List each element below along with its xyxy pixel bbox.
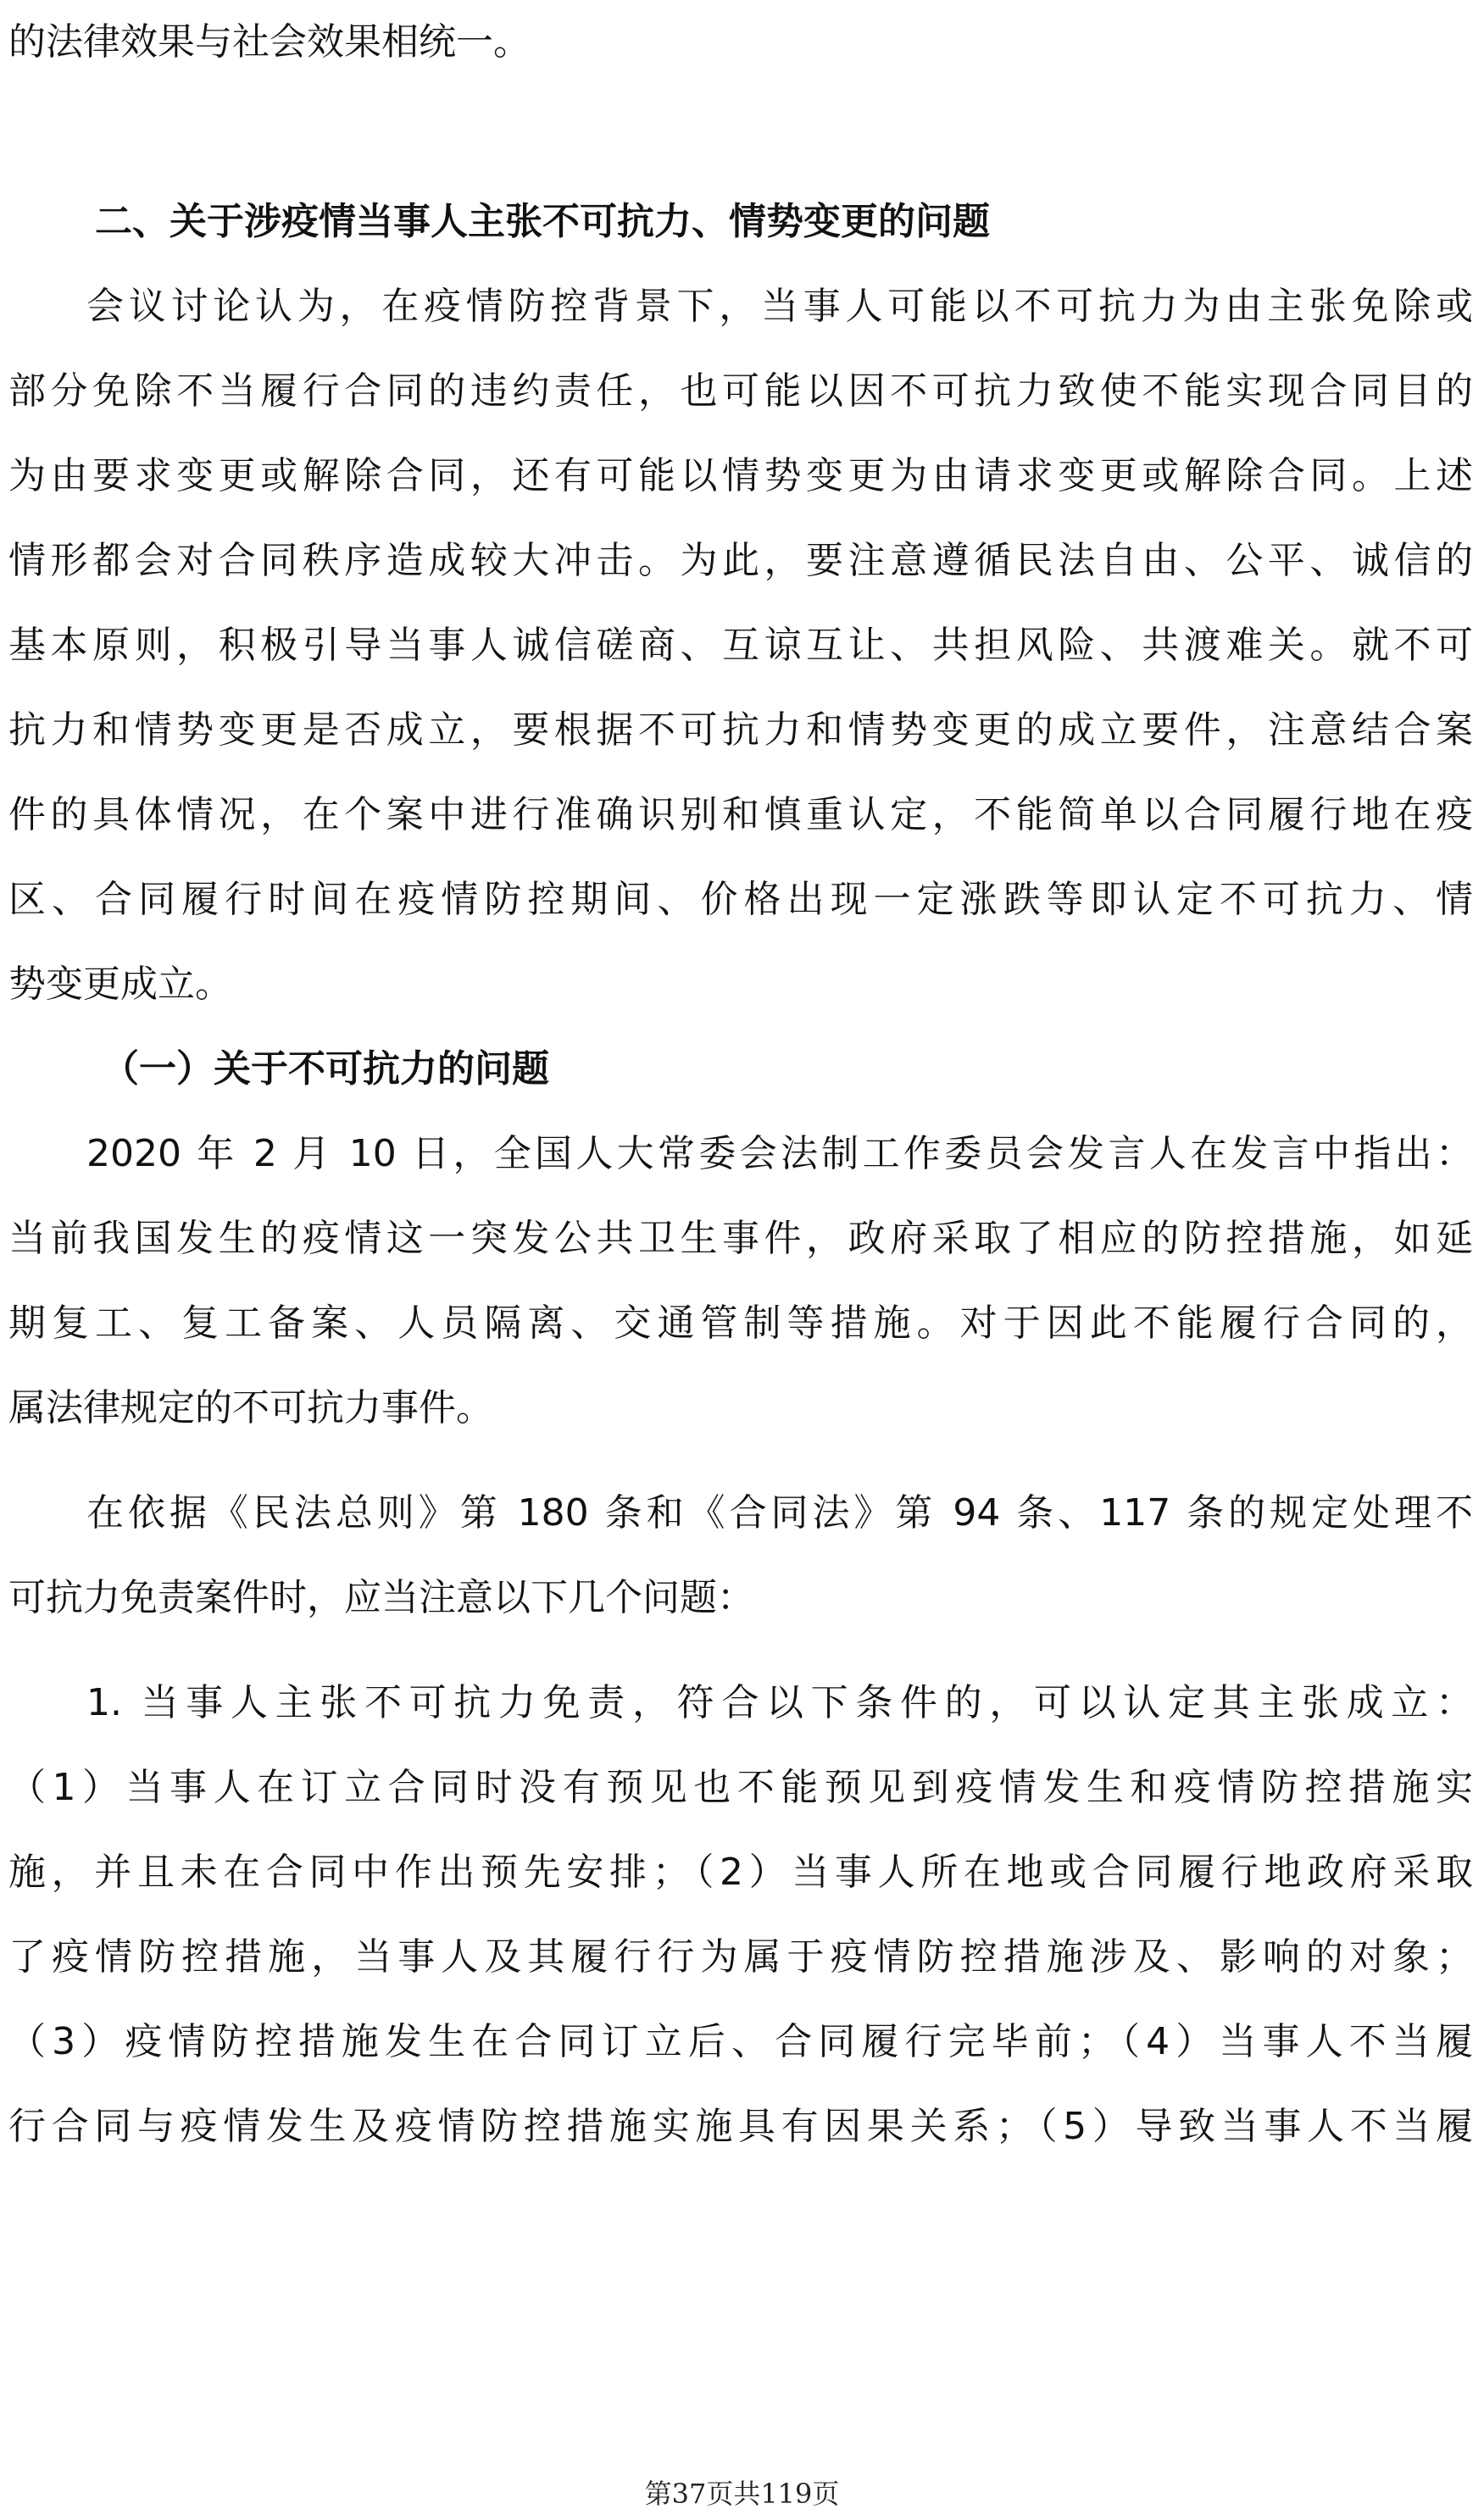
section-heading: 二、关于涉疫情当事人主张不可抗力、情势变更的问题	[95, 200, 990, 243]
text-line: 为由要求变更或解除合同，还有可能以情势变更为由请求变更或解除合同。上述	[8, 454, 1473, 497]
text-line: （1）当事人在订立合同时没有预见也不能预见到疫情发生和疫情防控措施实	[8, 1766, 1473, 1809]
text-line: 期复工、复工备案、人员隔离、交通管制等措施。对于因此不能履行合同的，	[8, 1302, 1473, 1345]
text-line: 施，并且未在合同中作出预先安排；（2）当事人所在地或合同履行地政府采取	[8, 1851, 1473, 1894]
text-line: 2020 年 2 月 10 日，全国人大常委会法制工作委员会发言人在发言中指出：	[86, 1132, 1473, 1175]
paragraph-gap	[8, 1451, 1473, 1471]
text-line: 件的具体情况，在个案中进行准确识别和慎重认定，不能简单以合同履行地在疫	[8, 793, 1473, 836]
text-line: 可抗力免责案件时，应当注意以下几个问题：	[8, 1576, 754, 1619]
text-line: 行合同与疫情发生及疫情防控措施实施具有因果关系；（5）导致当事人不当履	[8, 2105, 1473, 2148]
text-line: 在依据《民法总则》第 180 条和《合同法》第 94 条、117 条的规定处理不	[86, 1491, 1473, 1535]
text-line: 属法律规定的不可抗力事件。	[8, 1386, 493, 1429]
paragraph-gap	[8, 85, 1473, 180]
text-line: （3）疫情防控措施发生在合同订立后、合同履行完毕前；（4）当事人不当履	[8, 2020, 1473, 2063]
text-line: 1. 当事人主张不可抗力免责，符合以下条件的，可以认定其主张成立：	[86, 1681, 1473, 1724]
document-body	[8, 0, 1473, 2169]
text-line: 会议讨论认为，在疫情防控背景下，当事人可能以不可抗力为由主张免除或	[86, 285, 1473, 328]
subsection-heading: （一）关于不可抗力的问题	[102, 1047, 549, 1091]
text-line: 的法律效果与社会效果相统一。	[8, 20, 531, 64]
text-line: 势变更成立。	[8, 963, 232, 1006]
text-line: 抗力和情势变更是否成立，要根据不可抗力和情势变更的成立要件，注意结合案	[8, 708, 1473, 752]
paragraph-gap	[8, 1640, 1473, 1661]
text-line: 情形都会对合同秩序造成较大冲击。为此，要注意遵循民法自由、公平、诚信的	[8, 539, 1473, 582]
text-line: 基本原则，积极引导当事人诚信磋商、互谅互让、共担风险、共渡难关。就不可	[8, 624, 1473, 667]
text-line: 了疫情防控措施，当事人及其履行行为属于疫情防控措施涉及、影响的对象；	[8, 1935, 1473, 1979]
text-line: 区、合同履行时间在疫情防控期间、价格出现一定涨跌等即认定不可抗力、情	[8, 878, 1473, 921]
page-footer: 第37页共119页	[644, 2478, 840, 2510]
text-line: 部分免除不当履行合同的违约责任，也可能以因不可抗力致使不能实现合同目的	[8, 369, 1473, 413]
text-line: 当前我国发生的疫情这一突发公共卫生事件，政府采取了相应的防控措施，如延	[8, 1217, 1473, 1260]
